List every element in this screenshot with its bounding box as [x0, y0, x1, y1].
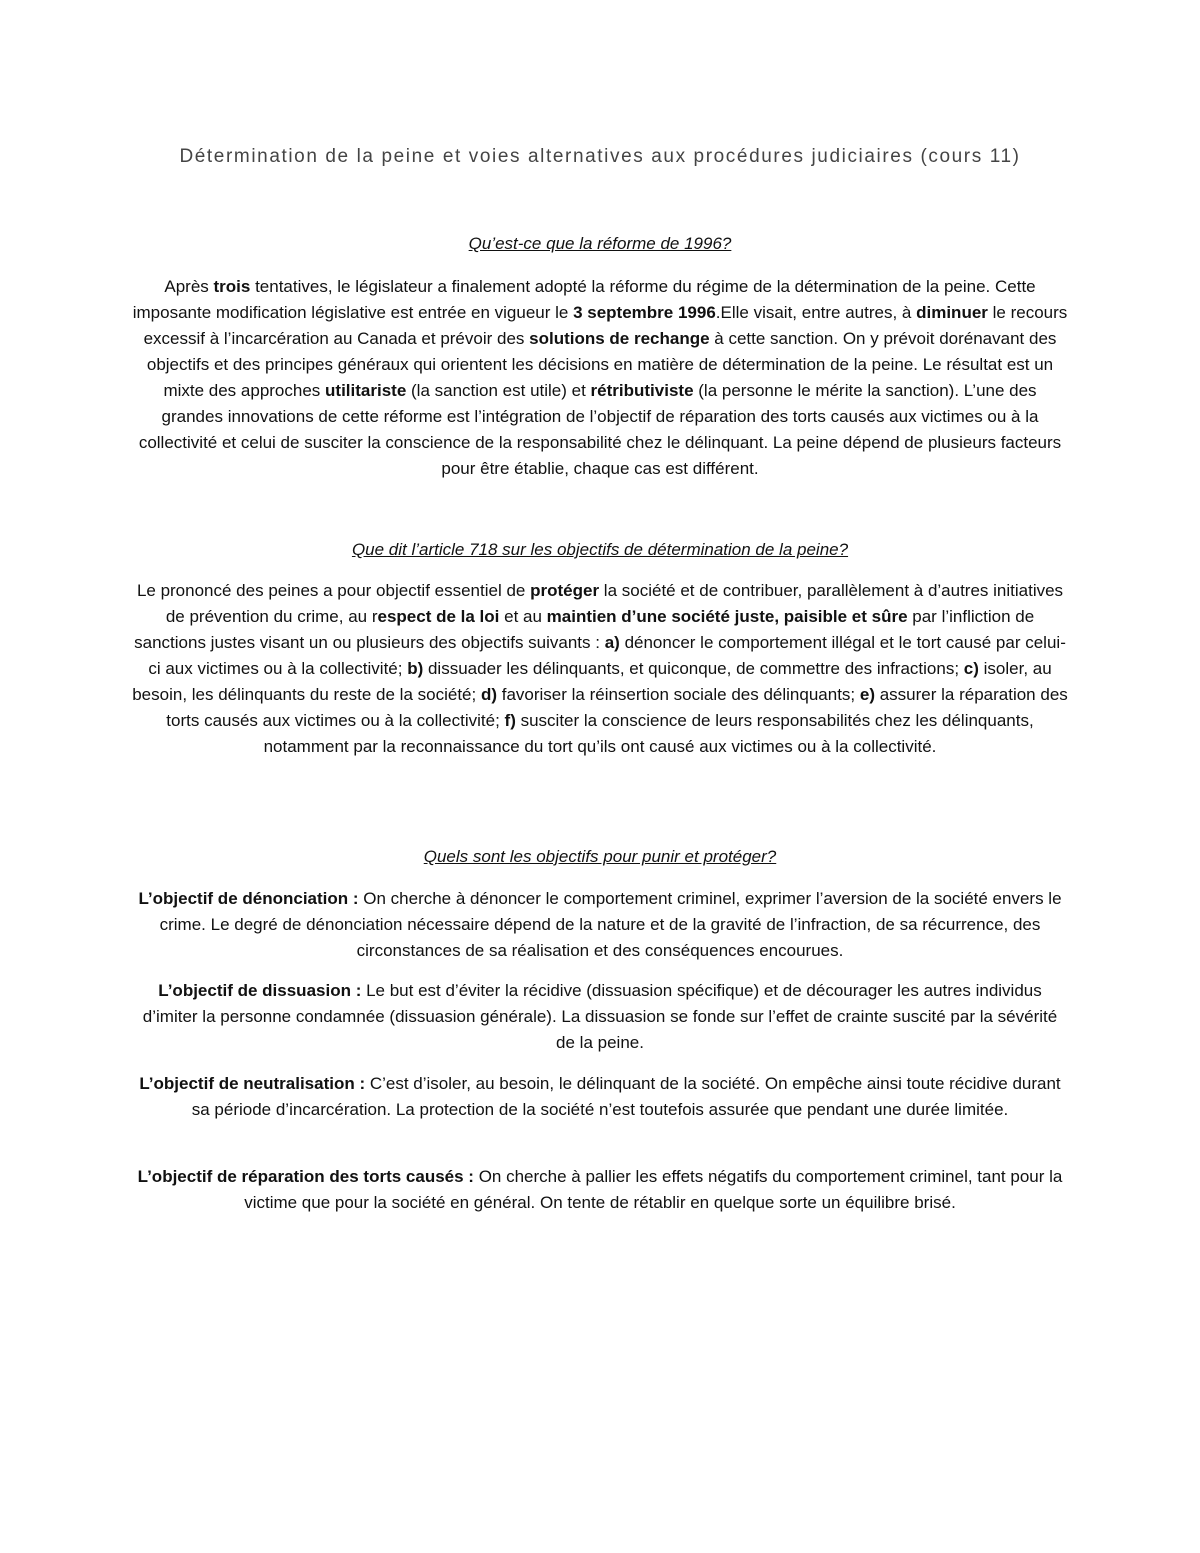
- section-heading-objectifs-punir-proteger: Quels sont les objectifs pour punir et protéger?: [423, 847, 777, 866]
- bold-text-run: 3 septembre 1996: [573, 303, 716, 322]
- bold-text-run: a): [604, 633, 620, 652]
- text-run: favoriser la réinsertion sociale des délinquants;: [497, 685, 860, 704]
- bold-text-run: espect de la loi: [377, 607, 500, 626]
- paragraph-objectif-denonciation: [132, 886, 1068, 964]
- bold-text-run: maintien d’une société juste, paisible et sûre: [546, 607, 908, 626]
- text-run: dissuader les délinquants, et quiconque, de commettre des infractions;: [423, 659, 964, 678]
- bold-text-run: L’objectif de dénonciation :: [138, 889, 359, 908]
- text-run: assurer la réparation des torts causés aux victimes ou à la collectivité;: [166, 685, 1068, 730]
- bold-text-run: L’objectif de dissuasion :: [158, 981, 362, 1000]
- bold-text-run: d): [480, 685, 497, 704]
- text-run: par l’infliction de sanctions justes visant un ou plusieurs des objectifs suivants :: [134, 607, 1035, 652]
- text-run: .Elle visait, entre autres, à: [715, 303, 917, 322]
- text-run: Le but est d’éviter la récidive (dissuasion spécifique) et de décourager les autres individus d’imiter la personne condamnée (dissuasion générale). La dissuasion se fonde sur l’effet de crainte suscité par la sévérité de la peine.: [142, 981, 1058, 1052]
- bold-text-run: c): [963, 659, 979, 678]
- text-run: dénoncer le comportement illégal et le tort causé par celui-ci aux victimes ou à la collectivité;: [148, 633, 1066, 678]
- text-run: et au: [499, 607, 547, 626]
- text-run: tentatives, le législateur a finalement adopté la réforme du régime de la détermination de la peine. Cette imposante modification législative est entrée en vigueur le: [132, 277, 1036, 322]
- paragraph-reforme-1996: [132, 274, 1068, 482]
- bold-text-run: f): [504, 711, 516, 730]
- text-run: Le prononcé des peines a pour objectif essentiel de: [136, 581, 531, 600]
- bold-text-run: trois: [213, 277, 251, 296]
- text-run: On cherche à dénoncer le comportement criminel, exprimer l’aversion de la société envers le crime. Le degré de dénonciation nécessaire dépend de la nature et de la gravité de l’infraction, de sa récurrence, des circonstances de sa réalisation et des conséquences encourues.: [159, 889, 1062, 960]
- bold-text-run: e): [859, 685, 875, 704]
- paragraph-article-718: [132, 578, 1068, 760]
- section-heading-article-718: Que dit l’article 718 sur les objectifs de détermination de la peine?: [351, 540, 849, 559]
- section-heading-reforme-1996: Qu’est-ce que la réforme de 1996?: [468, 234, 732, 253]
- text-run: susciter la conscience de leurs responsabilités chez les délinquants, notamment par la reconnaissance du tort qu’ils ont causé aux victimes ou à la collectivité.: [263, 711, 1034, 756]
- text-run: C’est d’isoler, au besoin, le délinquant de la société. On empêche ainsi toute récidive durant sa période d’incarcération. La protection de la société n’est toutefois assurée que pendant une durée limitée.: [191, 1074, 1061, 1119]
- text-run: la société et de contribuer, parallèlement à d’autres initiatives de prévention du crime, au r: [165, 581, 1064, 626]
- bold-text-run: utilitariste: [325, 381, 407, 400]
- bold-text-run: solutions de rechange: [529, 329, 710, 348]
- text-run: à cette sanction. On y prévoit dorénavant des objectifs et des principes généraux qui orientent les décisions en matière de détermination de la peine. Le résultat est un mixte des approches: [146, 329, 1057, 400]
- bold-text-run: diminuer: [916, 303, 988, 322]
- bold-text-run: L’objectif de neutralisation :: [139, 1074, 366, 1093]
- bold-text-run: L’objectif de réparation des torts causés :: [137, 1167, 474, 1186]
- document-title: Détermination de la peine et voies alternatives aux procédures judiciaires (cours 11): [179, 146, 1021, 167]
- paragraph-objectif-reparation: [132, 1164, 1068, 1216]
- text-run: isoler, au besoin, les délinquants du reste de la société;: [132, 659, 1052, 704]
- text-run: Après: [164, 277, 214, 296]
- text-run: (la sanction est utile) et: [406, 381, 591, 400]
- bold-text-run: rétributiviste: [590, 381, 694, 400]
- text-run: le recours excessif à l’incarcération au Canada et prévoir des: [143, 303, 1068, 348]
- text-run: (la personne le mérite la sanction). L’une des grandes innovations de cette réforme est l’intégration de l’objectif de réparation des torts causés aux victimes ou à la collectivité et celui de susciter la conscience de la responsabilité chez le délinquant. La peine dépend de plusieurs facteurs pour être établie, chaque cas est différent.: [138, 381, 1062, 478]
- bold-text-run: b): [407, 659, 424, 678]
- text-run: On cherche à pallier les effets négatifs du comportement criminel, tant pour la victime que pour la société en général. On tente de rétablir en quelque sorte un équilibre brisé.: [244, 1167, 1063, 1212]
- bold-text-run: protéger: [530, 581, 600, 600]
- paragraph-objectif-neutralisation: [132, 1071, 1068, 1123]
- paragraph-objectif-dissuasion: [132, 978, 1068, 1056]
